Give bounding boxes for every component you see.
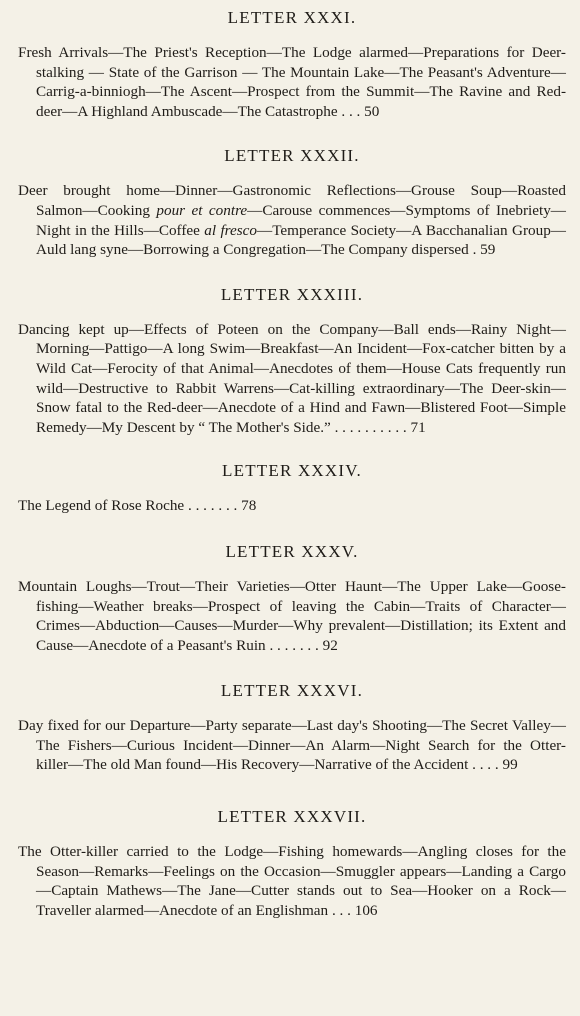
letter-entry [18, 146, 566, 259]
letter-entry [18, 681, 566, 775]
letter-entry [18, 8, 566, 121]
page-number: 92 [322, 636, 338, 654]
contents-text: The Otter-killer carried to the Lodge—Fishing homewards—Angling closes for the Season—Remarks—Feelings on the Occasion—Smuggler appears—Landing a Cargo—Captain Mathews—The Jane—Cutter stands out to Sea—Hooker on a Rock—Traveller alarmed—Anecdote of an Englishman [18, 843, 566, 919]
letter-contents [18, 716, 566, 775]
dot-leader: . [468, 241, 481, 259]
letter-contents [18, 496, 566, 516]
letter-contents [18, 842, 566, 920]
dot-leader: . . . [337, 102, 365, 120]
letter-heading: LETTER XXXIII. [220, 284, 364, 304]
letter-contents [18, 181, 566, 259]
contents-text: Mountain Loughs—Trout—Their Varieties—Otter Haunt—The Upper Lake—Goose-fishing—Weather breaks—Prospect of leaving the Cabin—Traits of Character—Crimes—Abduction—Causes—Murder—Why prevalent—Distillation; its Extent and Cause—Anecdote of a Peasant's Ruin [18, 577, 566, 654]
letter-heading: LETTER XXXVI. [220, 681, 364, 701]
contents-text: —Carouse commences—Symptoms of Inebriety—Night in the Hills—Coffee [36, 201, 566, 239]
contents-italic: pour et contre [156, 201, 248, 219]
letter-heading: LETTER XXXIV. [222, 461, 362, 481]
contents-text: —Temperance Society—A Bacchanalian Group—Auld lang syne—Borrowing a Congregation—The Company dispersed [36, 221, 566, 259]
page-number: 50 [364, 102, 380, 120]
contents-text: Deer brought home—Dinner—Gastronomic Reflections—Grouse Soup—Roasted Salmon—Cooking [18, 182, 566, 219]
letter-entry [18, 285, 566, 438]
page-number: 78 [241, 497, 257, 515]
page-number: 106 [354, 901, 378, 919]
contents-text: Dancing kept up—Effects of Poteen on the Company—Ball ends—Rainy Night—Morning—Pattigo—A long Swim—Breakfast—An Incident—Fox-catcher bitten by a Wild Cat—Ferocity of that Animal—Anecdotes of them—House Cats frequently run wild—Destructive to Rabbit Warrens—Cat-killing extraordinary—The Deer-skin—Snow fatal to the Red-deer—Anecdote of a Hind and Fawn—Blistered Foot—Simple Remedy—My Descent by “ The Mother's Side.” [18, 320, 566, 436]
page-number: 59 [480, 241, 496, 259]
letter-heading: LETTER XXXVII. [217, 807, 367, 827]
letter-entry [18, 807, 566, 920]
letter-entry [18, 461, 566, 516]
contents-italic: al fresco [204, 221, 258, 239]
letter-heading: LETTER XXXI. [227, 8, 357, 27]
contents-text: The Legend of Rose Roche [18, 497, 185, 515]
dot-leader: . . . [328, 901, 355, 919]
dot-leader: . . . . . . . [184, 497, 242, 515]
contents-text: Day fixed for our Departure—Party separate—Last day's Shooting—The Secret Valley—The Fishers—Curious Incident—Dinner—An Alarm—Night Search for the Otter-killer—The old Man found—His Recovery—Narrative of the Accident [18, 717, 566, 774]
letter-heading: LETTER XXXV. [225, 541, 359, 561]
contents-text: Fresh Arrivals—The Priest's Reception—The Lodge alarmed—Preparations for Deer-stalking — State of the Garrison — The Mountain Lake—The Peasant's Adventure—Carrig-a-binniogh—The Ascent—Prospect from the Summit—The Ravine and Red-deer—A Highland Ambuscade—The Catastrophe [18, 44, 566, 120]
letter-contents [18, 577, 566, 655]
page-number: 99 [502, 756, 518, 774]
page-number: 71 [410, 418, 426, 436]
dot-leader: . . . . . . . . . . [330, 418, 411, 436]
letter-heading: LETTER XXXII. [224, 146, 360, 166]
dot-leader: . . . . . . . [265, 636, 323, 654]
letter-entry [18, 542, 566, 655]
dot-leader: . . . . [468, 756, 503, 774]
letter-contents [18, 43, 566, 121]
letter-contents [18, 320, 566, 438]
